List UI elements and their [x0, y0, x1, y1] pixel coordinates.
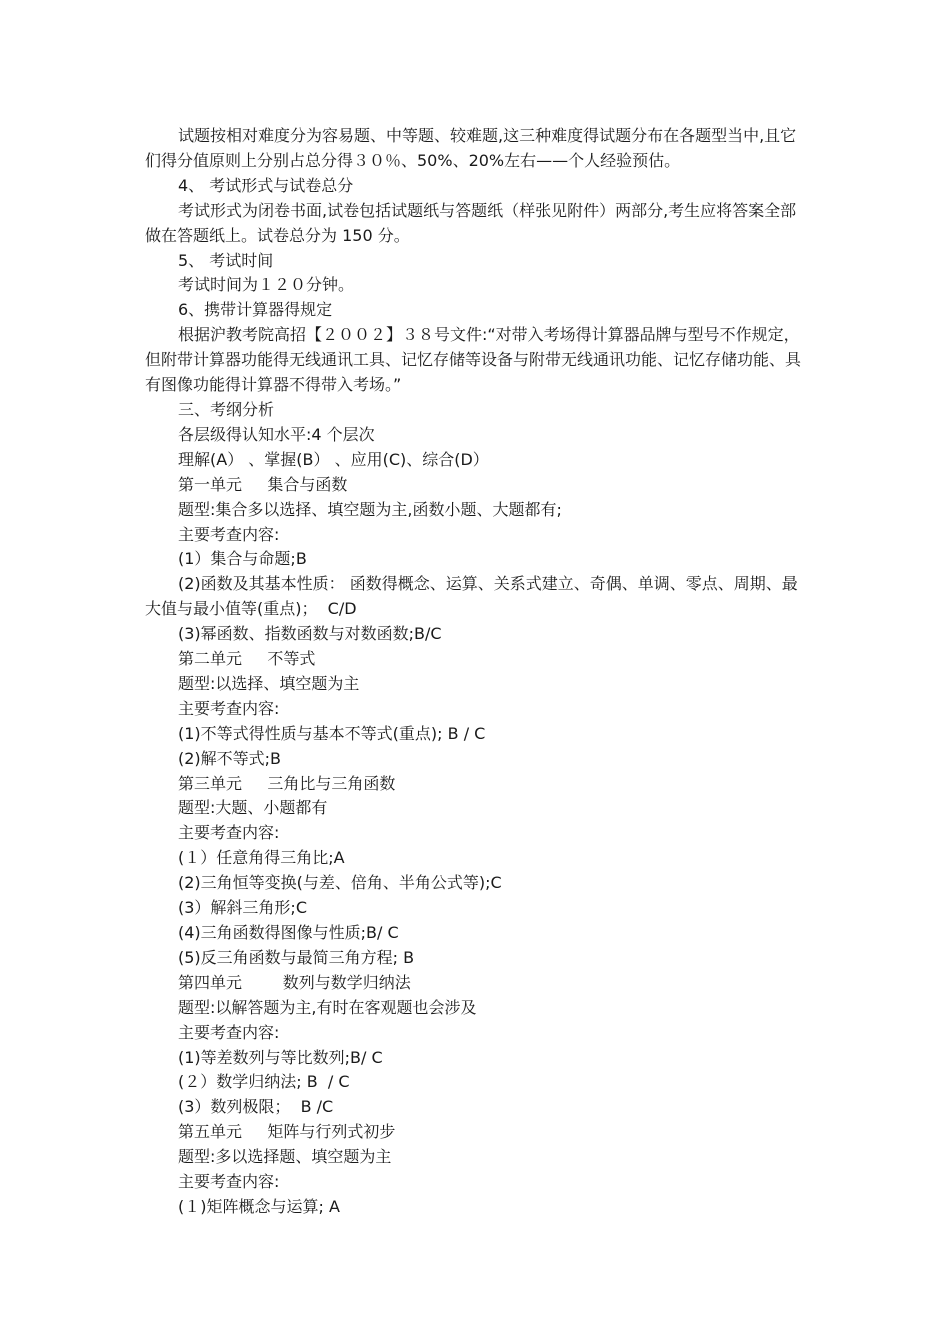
paragraph: (２）数学归纳法; B / C	[178, 1072, 350, 1092]
paragraph: 题型:大题、小题都有	[178, 798, 328, 818]
paragraph: 第五单元 矩阵与行列式初步	[178, 1122, 396, 1142]
paragraph: 第二单元 不等式	[178, 649, 316, 669]
paragraph: (3）解斜三角形;C	[178, 898, 307, 918]
paragraph: 题型:以选择、填空题为主	[178, 673, 360, 693]
paragraph: (1)等差数列与等比数列;B/ C	[178, 1047, 383, 1067]
paragraph: 6、携带计算器得规定	[178, 300, 333, 320]
paragraph: 第一单元 集合与函数	[178, 474, 348, 494]
paragraph: 5、 考试时间	[178, 250, 274, 270]
paragraph: (5)反三角函数与最简三角方程; B	[178, 947, 415, 967]
paragraph: 4、 考试形式与试卷总分	[178, 175, 354, 195]
paragraph: 题型:集合多以选择、填空题为主,函数小题、大题都有;	[178, 499, 562, 519]
paragraph: 主要考查内容:	[178, 823, 280, 843]
paragraph: 第四单元 数列与数学归纳法	[178, 972, 411, 992]
paragraph: 主要考查内容:	[178, 698, 280, 718]
paragraph: (１）任意角得三角比;A	[178, 848, 345, 868]
paragraph: 根据沪教考院高招【２００２】３８号文件:“对带入考场得计算器品牌与型号不作规定，但附带计算器功能得无线通讯工具、记忆存储等设备与附带无线通讯功能、记忆存储功能、具有图像功能得计算器不得带入考场。”	[145, 325, 802, 395]
paragraph: (2)三角恒等变换(与差、倍角、半角公式等);C	[178, 873, 502, 893]
document-body	[145, 124, 810, 1220]
paragraph: 理解(A） 、掌握(B） 、应用(C)、综合(D）	[178, 449, 489, 469]
paragraph: 试题按相对难度分为容易题、中等题、较难题,这三种难度得试题分布在各题型当中,且它们得分值原则上分别占总分得３０％、50%、20%左右——个人经验预估。	[145, 126, 797, 170]
paragraph: 第三单元 三角比与三角函数	[178, 773, 396, 793]
paragraph: 主要考查内容:	[178, 1172, 280, 1192]
paragraph: (3)幂函数、指数函数与对数函数;B/C	[178, 624, 442, 644]
paragraph: 考试时间为１２０分钟。	[178, 275, 355, 295]
paragraph: 题型:多以选择题、填空题为主	[178, 1147, 392, 1167]
paragraph: 考试形式为闭卷书面,试卷包括试题纸与答题纸（样张见附件）两部分,考生应将答案全部做在答题纸上。试卷总分为 150 分。	[145, 200, 797, 245]
paragraph: (１)矩阵概念与运算; A	[178, 1196, 340, 1216]
paragraph: (1）集合与命题;B	[178, 549, 307, 569]
paragraph: 主要考查内容:	[178, 524, 280, 544]
paragraph: 三、考纲分析	[178, 399, 275, 419]
paragraph: 题型:以解答题为主,有时在客观题也会涉及	[178, 997, 477, 1017]
paragraph: (4)三角函数得图像与性质;B/ C	[178, 923, 399, 942]
paragraph: 各层级得认知水平:4 个层次	[178, 424, 375, 444]
paragraph: 主要考查内容:	[178, 1022, 280, 1042]
paragraph: (2)函数及其基本性质： 函数得概念、运算、关系式建立、奇偶、单调、零点、周期、最大值与最小值等(重点)； C/D	[145, 574, 798, 619]
paragraph: (1)不等式得性质与基本不等式(重点); B / C	[178, 723, 486, 743]
paragraph: (3）数列极限； B /C	[178, 1097, 334, 1117]
paragraph: (2)解不等式;B	[178, 748, 282, 768]
